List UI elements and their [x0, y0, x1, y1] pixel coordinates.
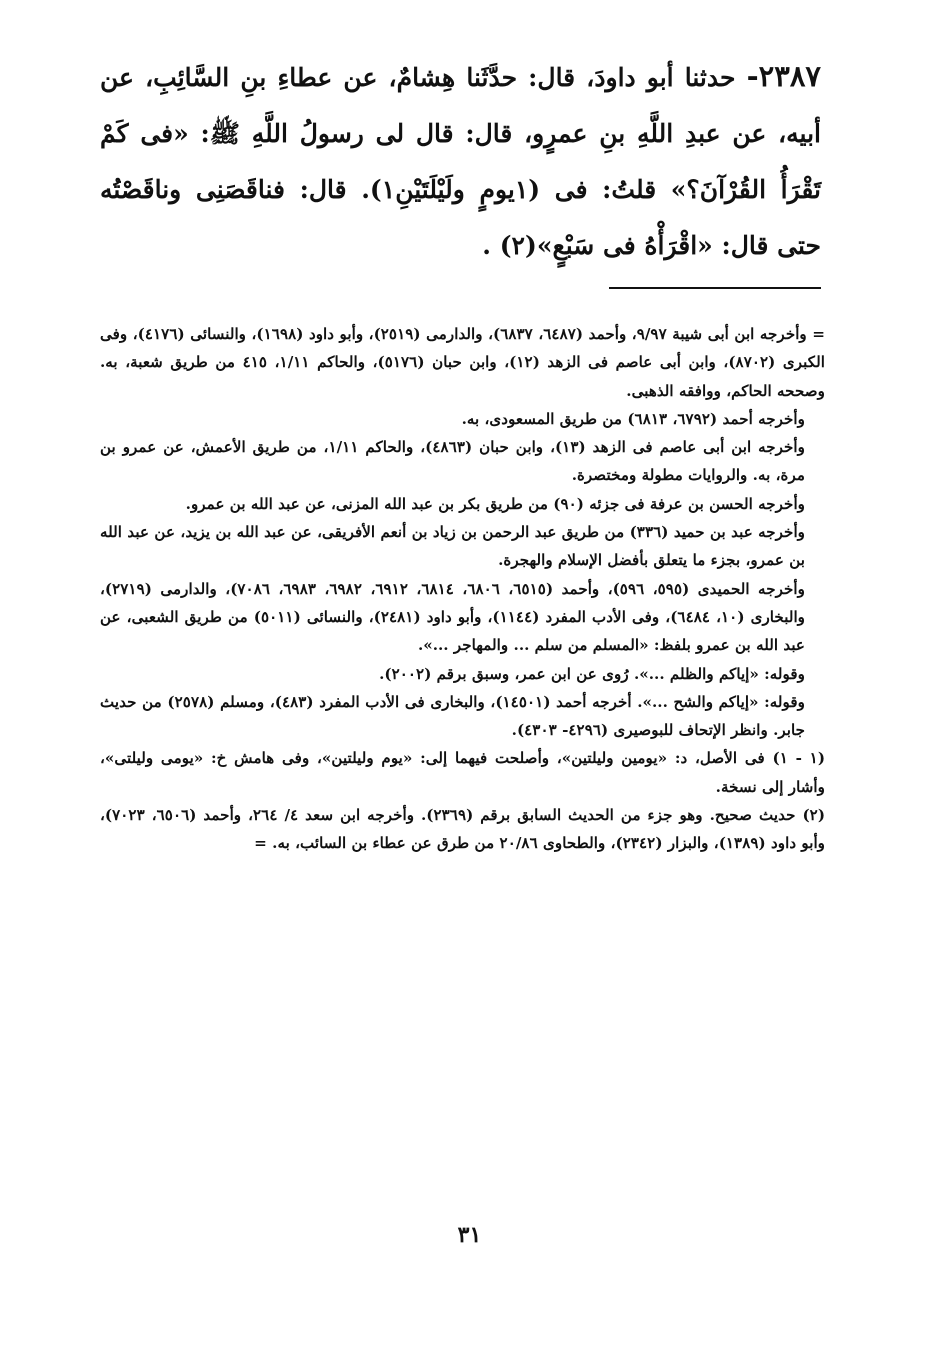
footnote-paragraph: وأخرجه الحميدى (٥٩٥، ٥٩٦)، وأحمد (٦٥١٥، ٦٨٠٦، ٦٨١٤، ٦٩١٢، ٦٩٨٢، ٦٩٨٣، ٧٠٨٦)، والدارمى (٢٧١٩)، والبخارى (١٠، ٦٤٨٤)، وفى الأدب المفرد (١١٤٤)، وأبو داود (٢٤٨١)، والنسائى (٥٠١١) من طريق الشعبى، عن عبد الله بن عمرو بلفظ: «المسلم من سلم ... والمهاجر ...». [100, 579, 806, 655]
footnote-paragraph: وقوله: «إياكم والظلم ...». رُوى عن ابن عمر، وسبق برقم (٢٠٠٢). [379, 664, 805, 683]
footnote-paragraph: وأخرجه الحسن بن عرفة فى جزئه (٩٠) من طريق بكر بن عبد الله المزنى، عن عبد الله بن عمرو. [185, 494, 805, 513]
hadith-text-block [100, 48, 821, 274]
footnote-1: (١ - ١) فى الأصل، د: «يومين وليلتين»، وأصلحت فيهما إلى: «يوم وليلتين»، وفى هامش خ: «يومى وليلتى»، وأشار إلى نسخة. [100, 749, 825, 796]
footnote-paragraph: وأخرجه ابن أبى عاصم فى الزهد (١٣)، وابن حبان (٤٨٦٣)، والحاكم ١/١١، من طريق الأعمش، عن عمرو بن مرة، به. والروايات مطولة ومختصرة. [100, 438, 805, 485]
footnote-continuation: = وأخرجه ابن أبى شيبة ٩/٩٧، وأحمد (٦٤٨٧، ٦٨٣٧)، والدارمى (٢٥١٩)، وأبو داود (١٦٩٨)، والنسائى (٤١٧٦)، وفى الكبرى (٨٧٠٢)، وابن أبى عاصم فى الزهد (١٢)، وابن حبان (٥١٧٦)، والحاكم ١/١١، ٤١٥ من طريق شعبة، به. وصححه الحاكم، ووافقه الذهبى. [100, 325, 825, 400]
hadith-number: ٢٣٨٧- [746, 59, 821, 93]
footnote-paragraph: وقوله: «إياكم والشح ...». أخرجه أحمد (١٤٥٠١)، والبخارى فى الأدب المفرد (٤٨٣)، ومسلم (٢٥٧٨) من حديث جابر. وانظر الإتحاف للبوصيرى (٤٢٩٦- ٤٣٠٣). [100, 692, 805, 740]
hadith-body: حدثنا أبو داودَ، قال: حدَّثَنا هِشامٌ، عن عطاءِ بنِ السَّائِبِ، عن أبيه، عن عبدِ اللَّهِ بنِ عمرٍو، قال: قال لى رسولُ اللَّهِ ﷺ: «فى كَمْ تَقْرَأُ القُرْآنَ؟» قلتُ: فى (١يومٍ ولَيْلَتَيْنِ١). قال: فناقَصَنِى وناقَصْتُه حتى قال: «اقْرَأْهُ فى سَبْعٍ»(٢) . [100, 63, 821, 260]
footnotes-block [100, 320, 825, 858]
footnote-paragraph: وأخرجه عبد بن حميد (٣٣٦) من طريق عبد الرحمن بن زياد بن أنعم الأفريقى، عن عبد الله بن يزيد، عن عبد الله بن عمرو، بجزء ما يتعلق بأفضل الإسلام والهجرة. [100, 523, 805, 570]
footnote-paragraph: وأخرجه أحمد (٦٧٩٢، ٦٨١٣) من طريق المسعودى، به. [461, 409, 805, 428]
footnote-2: (٢) حديث صحيح. وهو جزء من الحديث السابق برقم (٢٣٦٩). وأخرجه ابن سعد ٤/ ٢٦٤، وأحمد (٦٥٠٦، ٧٠٢٣)، وأبو داود (١٣٨٩)، والبزار (٢٣٤٢)، والطحاوى ٢٠/٨٦ من طرق عن عطاء بن السائب، به. = [100, 806, 825, 853]
footnote-separator [609, 287, 821, 289]
page-number: ٣١ [457, 1222, 482, 1248]
